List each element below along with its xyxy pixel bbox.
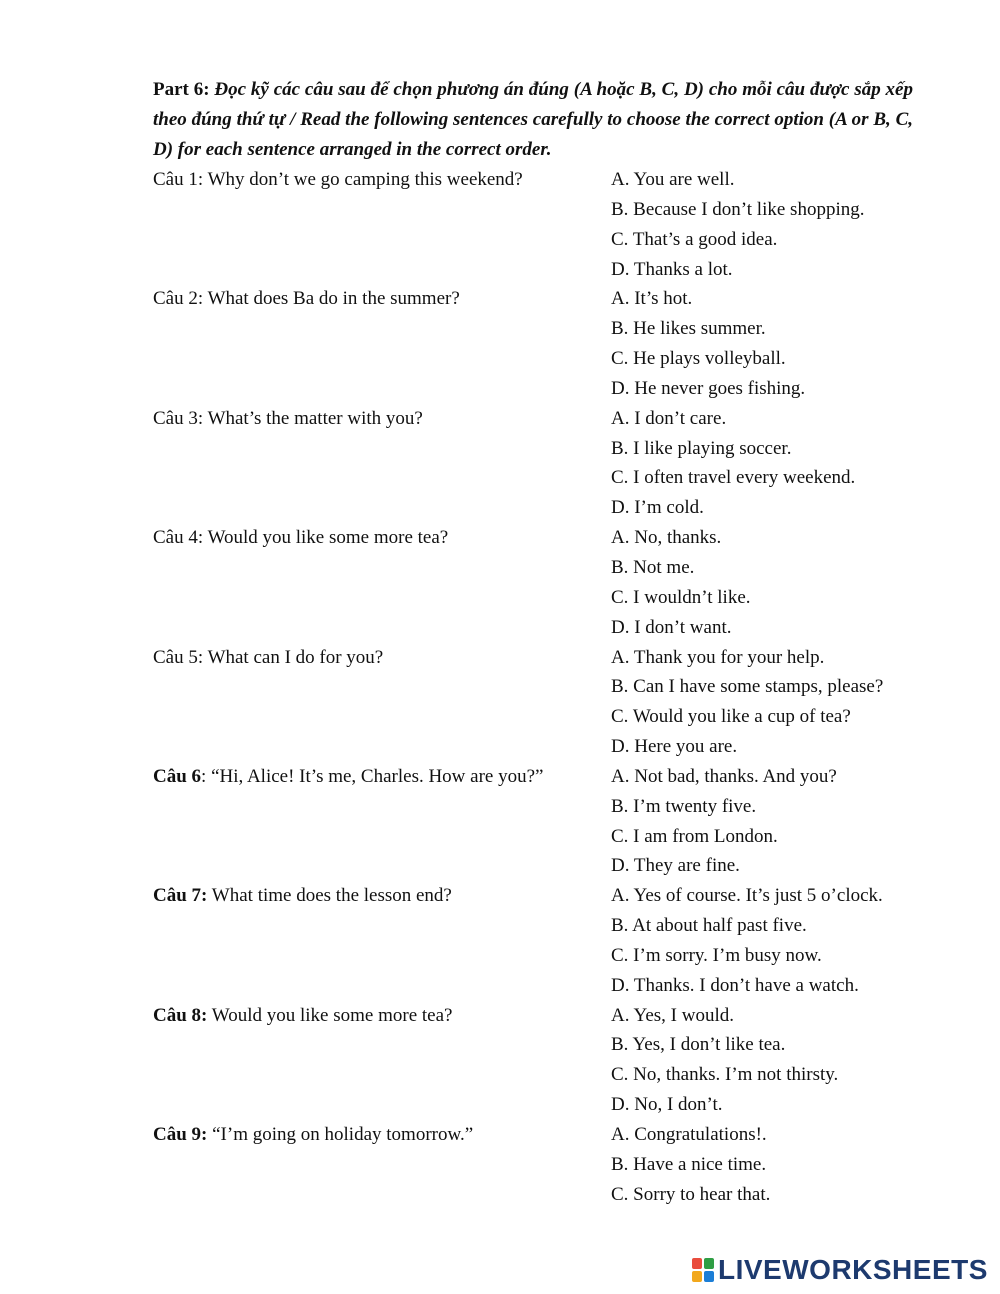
option-b[interactable]: B. I like playing soccer. [611,437,792,459]
question-5 [153,643,913,762]
question-text: What does Ba do in the summer? [207,288,460,310]
question-3 [153,404,913,523]
option-a[interactable]: A. Yes of course. It’s just 5 o’clock. [611,885,883,907]
liveworksheets-logo [692,1255,988,1285]
option-list [611,165,913,284]
option-c[interactable]: C. Would you like a cup of tea? [611,706,851,728]
question-6 [153,762,913,881]
option-a[interactable]: A. Thank you for your help. [611,646,825,668]
question-text: Why don’t we go camping this weekend? [207,169,523,190]
option-a[interactable]: A. I don’t care. [611,407,727,429]
question-text: What can I do for you? [207,646,384,668]
logo-square-yellow [692,1271,702,1282]
question-label: Câu 8: [153,1004,208,1026]
question-prompt [153,404,611,523]
option-list [611,523,913,642]
question-label: Câu 6 [153,765,202,787]
question-2 [153,284,913,403]
question-text: What’s the matter with you? [207,407,423,429]
question-1 [153,165,913,284]
question-label: Câu 2: [153,288,204,310]
option-a[interactable]: A. No, thanks. [611,527,722,549]
option-c[interactable]: C. Sorry to hear that. [611,1183,771,1205]
question-prompt [153,1001,611,1120]
option-b[interactable]: B. I’m twenty five. [611,795,757,817]
logo-text: LIVEWORKSHEETS [718,1254,988,1285]
instructions [153,75,913,165]
option-a[interactable]: A. Congratulations!. [611,1124,767,1145]
option-c[interactable]: C. He plays volleyball. [611,348,786,370]
option-c[interactable]: C. That’s a good idea. [611,228,778,250]
question-4 [153,523,913,642]
option-d[interactable]: D. Here you are. [611,736,738,758]
option-c[interactable]: C. I often travel every weekend. [611,467,856,489]
logo-square-green [704,1258,714,1269]
option-d[interactable]: D. I’m cold. [611,497,704,519]
question-label: Câu 1: [153,169,204,190]
option-b[interactable]: B. Because I don’t like shopping. [611,198,865,220]
option-b[interactable]: B. Have a nice time. [611,1153,767,1175]
question-9 [153,1120,913,1210]
part-label: Part 6: [153,79,210,100]
option-list [611,1120,913,1210]
instructions-text: Đọc kỹ các câu sau để chọn phương án đúng (A hoặc B, C, D) cho mỗi câu được sắp xếp theo đúng thứ tự / Read the following sentences carefully to choose the correct option (A or B, C, D) for each sentence arranged in the correct order. [153,79,913,160]
question-label: Câu 7: [153,885,208,907]
logo-square-red [692,1258,702,1269]
option-d[interactable]: D. Thanks. I don’t have a watch. [611,974,859,996]
question-8 [153,1001,913,1120]
question-prompt [153,165,611,284]
question-label: Câu 9: [153,1124,208,1145]
option-d[interactable]: D. Thanks a lot. [611,258,733,280]
worksheet-page [153,75,913,1210]
question-prompt [153,284,611,403]
option-c[interactable]: C. I’m sorry. I’m busy now. [611,944,822,966]
option-b[interactable]: B. Yes, I don’t like tea. [611,1034,786,1056]
question-label: Câu 4: [153,527,204,549]
option-list [611,404,913,523]
option-a[interactable]: A. Not bad, thanks. And you? [611,765,837,787]
option-list [611,881,913,1000]
option-d[interactable]: D. He never goes fishing. [611,377,806,399]
option-c[interactable]: C. I am from London. [611,825,778,847]
logo-square-blue [704,1271,714,1282]
question-text: Would you like some more tea? [207,527,449,549]
option-d[interactable]: D. No, I don’t. [611,1094,723,1116]
option-c[interactable]: C. I wouldn’t like. [611,586,751,608]
option-list [611,762,913,881]
option-d[interactable]: D. They are fine. [611,855,740,877]
option-list [611,284,913,403]
question-prompt [153,762,611,881]
option-c[interactable]: C. No, thanks. I’m not thirsty. [611,1064,839,1086]
option-b[interactable]: B. Can I have some stamps, please? [611,676,884,698]
option-list [611,643,913,762]
question-7 [153,881,913,1000]
option-list [611,1001,913,1120]
option-d[interactable]: D. I don’t want. [611,616,732,638]
option-b[interactable]: B. He likes summer. [611,318,766,340]
option-a[interactable]: A. Yes, I would. [611,1004,734,1026]
option-b[interactable]: B. Not me. [611,556,695,578]
question-text: What time does the lesson end? [211,885,452,907]
question-prompt [153,881,611,1000]
question-prompt [153,523,611,642]
question-label: Câu 5: [153,646,204,668]
question-prompt [153,1120,611,1210]
question-prompt [153,643,611,762]
question-text: “I’m going on holiday tomorrow.” [212,1124,474,1145]
liveworksheets-logo-icon [692,1258,714,1282]
question-text: Would you like some more tea? [211,1004,453,1026]
option-b[interactable]: B. At about half past five. [611,915,807,937]
question-label: Câu 3: [153,407,204,429]
option-a[interactable]: A. You are well. [611,169,735,190]
question-text: : “Hi, Alice! It’s me, Charles. How are you?” [201,765,544,787]
option-a[interactable]: A. It’s hot. [611,288,693,310]
